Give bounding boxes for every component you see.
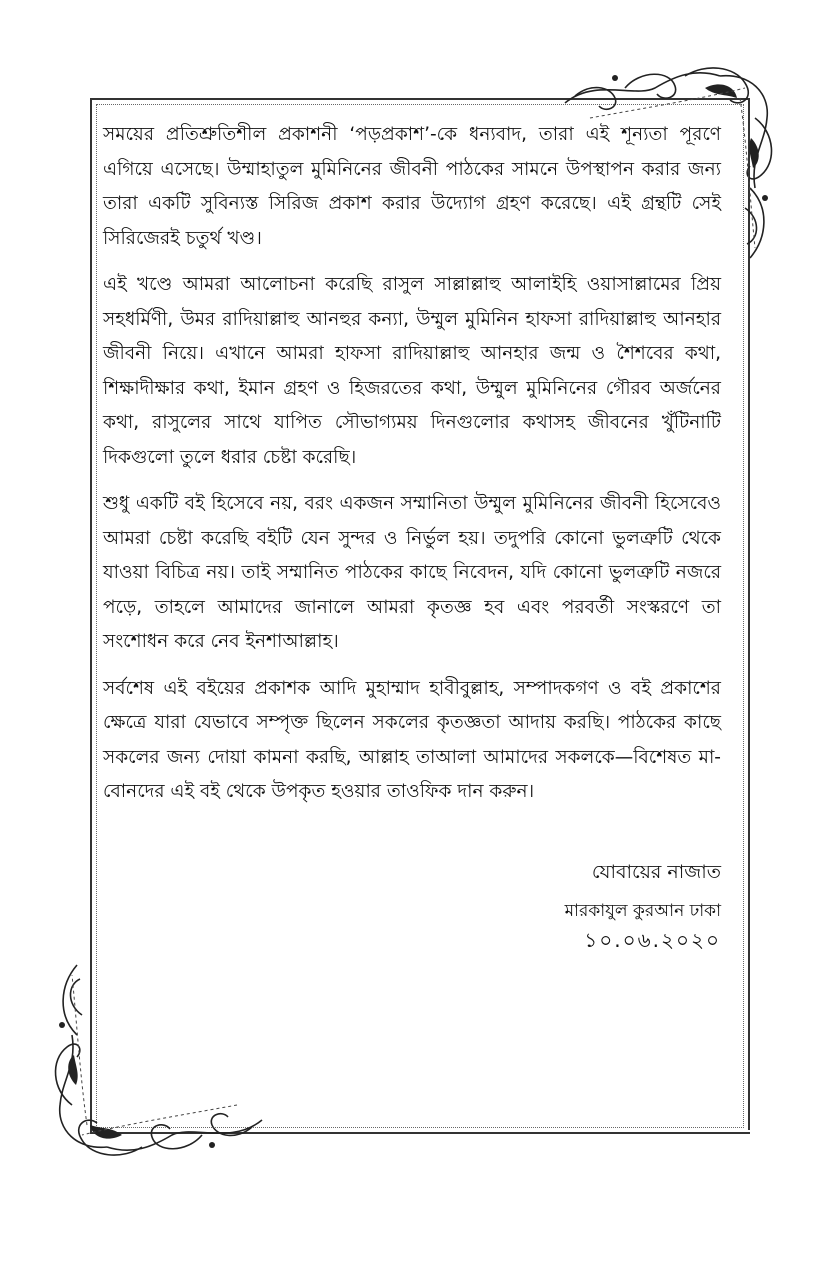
signature-date: ১০.০৬.২০২০ — [584, 928, 721, 952]
paragraph-3: শুধু একটি বই হিসেবে নয়, বরং একজন সম্মানিতা উম্মুল মুমিনিনের জীবনী হিসেবেও আমরা চেষ্টা করেছি বইটি যেন সুন্দর ও নির্ভুল হয়। তদুপরি কোনো ভুলত্রুটি থেকে যাওয়া বিচিত্র নয়। তাই সম্মানিত পাঠকের কাছে নিবেদন, যদি কোনো ভুলত্রুটি নজরে পড়ে, তাহলে আমাদের জানালে আমরা কৃতজ্ঞ হব এবং পরবর্তী সংস্করণে তা সংশোধন করে নেব ইনশাআল্লাহ। — [103, 493, 721, 652]
signature-name: যোবায়ের নাজাত — [591, 861, 721, 883]
corner-ornament-bottom-left — [42, 950, 272, 1165]
paragraph-1: সময়ের প্রতিশ্রুতিশীল প্রকাশনী ‘পড়প্রকাশ’-কে ধন্যবাদ, তারা এই শূন্যতা পূরণে এগিয়ে এসেছে। উম্মাহাতুল মুমিনিনের জীবনী পাঠকের সামনে উপস্থাপন করার জন্য তারা একটি সুবিন্যস্ত সিরিজ প্রকাশ করার উদ্যোগ গ্রহণ করেছে। এই গ্রন্থটি সেই সিরিজেরই চতুর্থ খণ্ড। — [103, 124, 721, 249]
paragraph-4: সর্বশেষ এই বইয়ের প্রকাশক আদি মুহাম্মাদ হাবীবুল্লাহ, সম্পাদকগণ ও বই প্রকাশের ক্ষেত্রে যারা যেভাবে সম্পৃক্ত ছিলেন সকলের কৃতজ্ঞতা আদায় করছি। পাঠকের কাছে সকলের জন্য দোয়া কামনা করছি, আল্লাহ তাআলা আমাদের সকলকে—বিশেষত মা-বোনদের এই বই থেকে উপকৃত হওয়ার তাওফিক দান করুন। — [103, 677, 721, 802]
body-text — [103, 118, 721, 822]
paragraph-2: এই খণ্ডে আমরা আলোচনা করেছি রাসুল সাল্লাল্লাহু আলাইহি ওয়াসাল্লামের প্রিয় সহধর্মিণী, উমর রাদিয়াল্লাহু আনহুর কন্যা, উম্মুল মুমিনিন হাফসা রাদিয়াল্লাহু আনহার জীবনী নিয়ে। এখানে আমরা হাফসা রাদিয়াল্লাহু আনহার জন্ম ও শৈশবের কথা, শিক্ষাদীক্ষার কথা, ইমান গ্রহণ ও হিজরতের কথা, উম্মুল মুমিনিনের গৌরব অর্জনের কথা, রাসুলের সাথে যাপিত সৌভাগ্যময় দিনগুলোর কথাসহ জীবনের খুঁটিনাটি দিকগুলো তুলে ধরার চেষ্টা করেছি। — [103, 274, 721, 468]
signature-organization: মারকাযুল কুরআন ঢাকা — [564, 901, 721, 921]
